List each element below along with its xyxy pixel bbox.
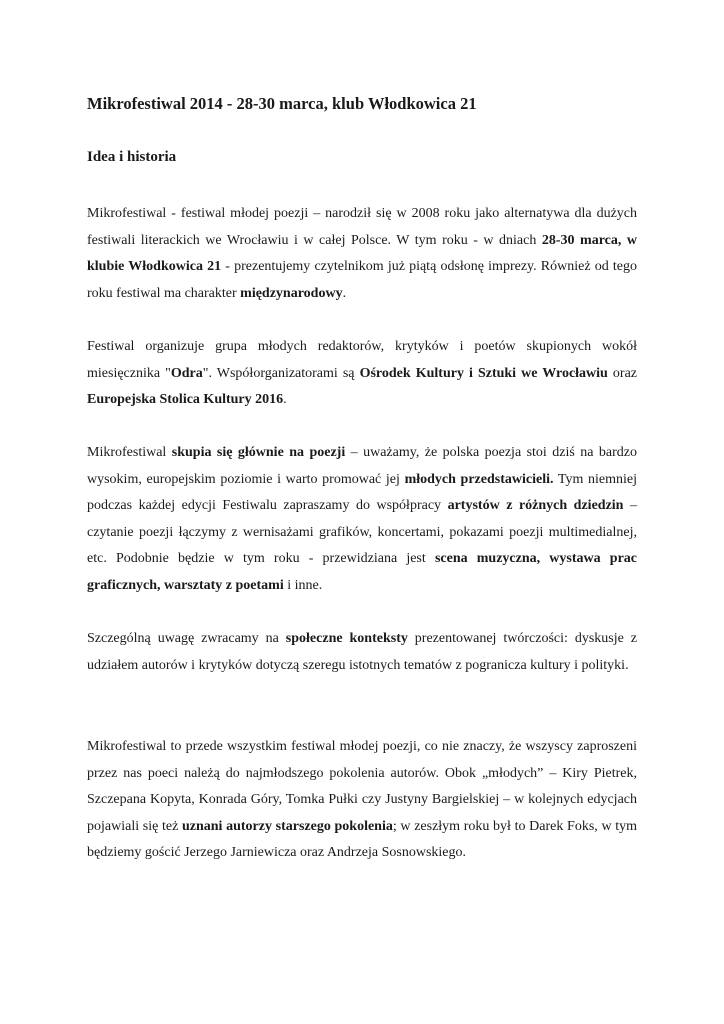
- paragraph-history: [87, 201, 637, 307]
- text-run: i inne.: [283, 577, 323, 593]
- text-run: ". Współorganizatorami są: [202, 365, 360, 381]
- text-run: - prezentujemy czytelnikom już piątą odsłonę imprezy. Również od tego roku festiwal ma charakter: [87, 259, 637, 301]
- bold-text: Ośrodek Kultury i Sztuki we Wrocławiu: [359, 365, 608, 381]
- paragraph-organizers: [87, 334, 637, 414]
- text-run: Mikrofestiwal: [87, 445, 172, 460]
- paragraph-social-contexts: [87, 626, 637, 679]
- bold-text: skupia się głównie na poezji: [171, 445, 346, 460]
- section-heading: Idea i historia: [87, 149, 177, 165]
- text-run: – czytanie poezji łączymy z wernisażami grafików, koncertami, pokazami poezji multimedialnej, etc. Podobnie będzie w tym roku - przewidziana jest: [87, 498, 637, 567]
- bold-text: scena muzyczna, wystawa prac graficznych, warsztaty z poetami: [87, 551, 637, 593]
- bold-text: artystów z różnych dziedzin: [447, 498, 624, 514]
- text-run: Mikrofestiwal - festiwal młodej poezji – narodził się w 2008 roku jako alternatywa dla dużych festiwali literackich we Wrocławiu i w całej Polsce. W tym roku - w dniach: [87, 206, 637, 248]
- bold-text: uznani autorzy starszego pokolenia: [181, 818, 393, 834]
- text-run: prezentowanej twórczości: dyskusje z udziałem autorów i krytyków dotyczą szeregu istotnych tematów z pogranicza kultury i polityki.: [87, 631, 637, 673]
- bold-text: międzynarodowy: [240, 285, 343, 301]
- text-run: .: [342, 285, 347, 301]
- paragraph-program: [87, 440, 637, 600]
- bold-text: Odra: [170, 365, 203, 381]
- text-run: .: [283, 392, 287, 408]
- text-run: Tym niemniej podczas każdej edycji Festiwalu zapraszamy do współpracy: [87, 471, 637, 514]
- text-run: oraz: [607, 365, 638, 381]
- text-run: Szczególną uwagę zwracamy na: [87, 631, 286, 646]
- text-run: Mikrofestiwal to przede wszystkim festiwal młodej poezji, co nie znaczy, że wszyscy zaproszeni przez nas poeci należą do najmłodszego pokolenia autorów. Obok „młodych” – Kiry Pietrek, Szczepana Kopyta, Konrada Góry, Tomka Pułki czy Justyny Bargielskiej – w kolejnych edycjach pojawiali się też: [87, 739, 637, 834]
- bold-text: młodych przedstawicieli.: [404, 471, 554, 487]
- bold-text: społeczne konteksty: [285, 631, 408, 646]
- document-title: Mikrofestiwal 2014 - 28-30 marca, klub Włodkowica 21: [87, 94, 477, 113]
- text-run: – uważamy, że polska poezja stoi dziś na bardzo wysokim, europejskim poziomie i warto promować jej: [87, 445, 637, 487]
- bold-text: Europejska Stolica Kultury 2016: [87, 392, 284, 408]
- text-run: Festiwal organizuje grupa młodych redaktorów, krytyków i poetów skupionych wokół miesięcznika ": [87, 339, 637, 381]
- bold-text: 28-30 marca, w klubie Włodkowica 21: [87, 232, 638, 275]
- text-run: ; w zeszłym roku był to Darek Foks, w tym będziemy gościć Jerzego Jarniewicza oraz Andrzeja Sosnowskiego.: [87, 818, 637, 861]
- paragraph-authors: [87, 734, 637, 867]
